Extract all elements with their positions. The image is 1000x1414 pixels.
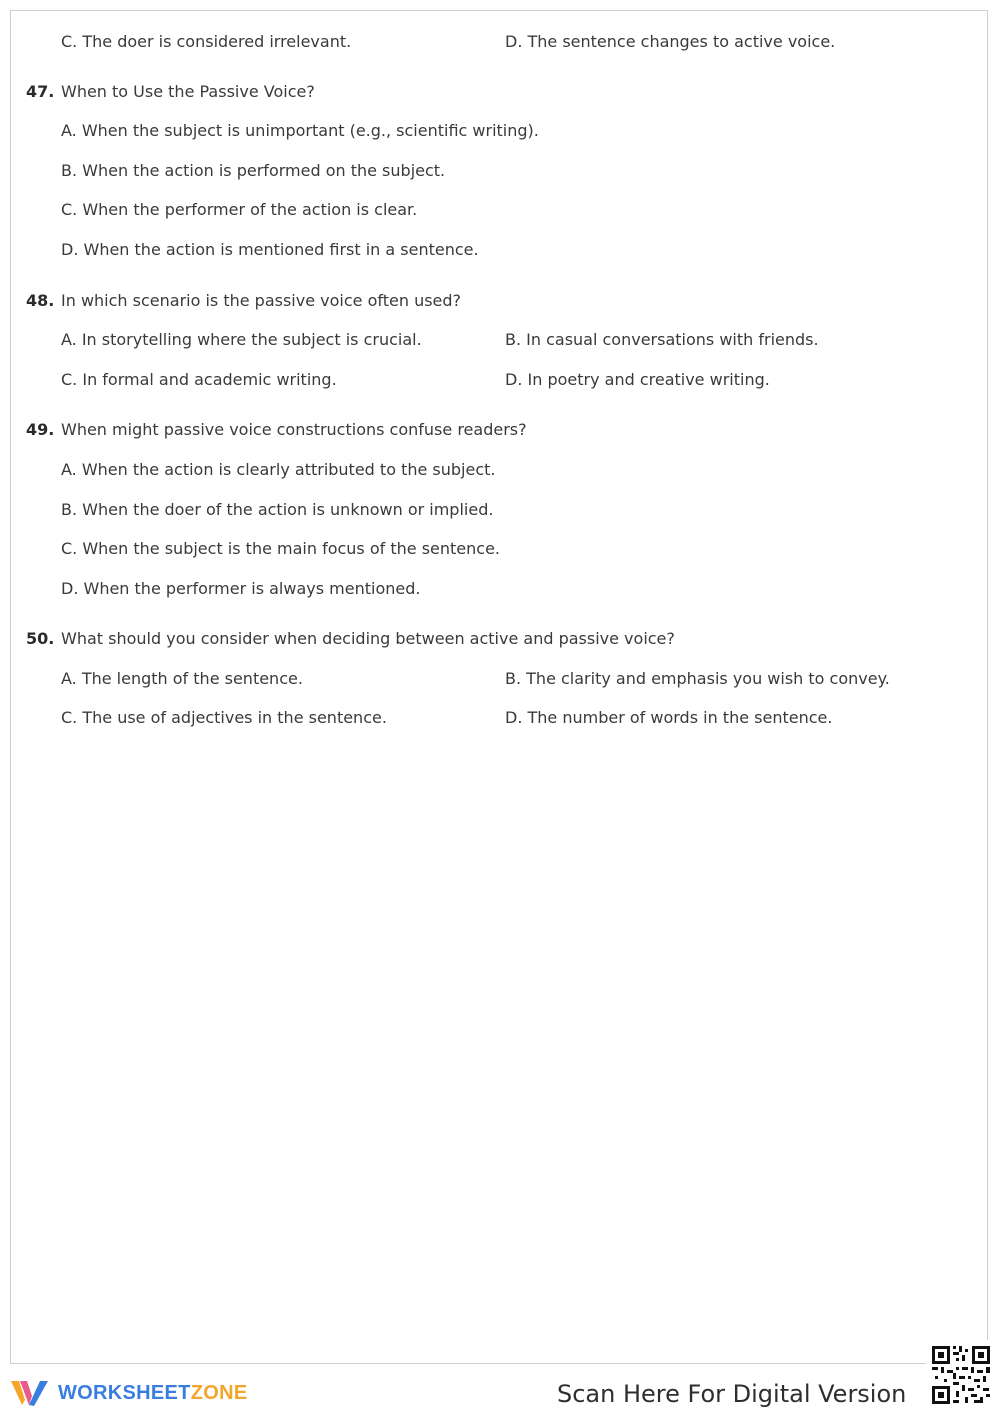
question-number: 47. <box>26 82 55 101</box>
answer-option[interactable]: C. When the performer of the action is clear. <box>61 200 418 219</box>
question-49 <box>0 420 1000 444</box>
answer-option[interactable]: B. When the action is performed on the subject. <box>61 161 446 180</box>
answer-option[interactable]: A. The length of the sentence. <box>61 669 303 688</box>
brand-zone-text: ZONE <box>190 1382 248 1404</box>
answer-option[interactable]: D. When the performer is always mentioned. <box>61 579 421 598</box>
answer-option[interactable]: D. In poetry and creative writing. <box>505 370 770 389</box>
question-47 <box>0 82 1000 106</box>
answer-option[interactable]: B. In casual conversations with friends. <box>505 330 819 349</box>
answer-option[interactable]: D. The number of words in the sentence. <box>505 708 833 727</box>
question-text: What should you consider when deciding between active and passive voice? <box>61 629 675 648</box>
worksheetzone-logo-icon[interactable] <box>10 1378 50 1408</box>
option-row <box>0 579 1000 603</box>
question-number: 48. <box>26 291 55 310</box>
option-row <box>0 708 1000 732</box>
qr-code-icon[interactable] <box>926 1340 996 1410</box>
option-row <box>0 669 1000 693</box>
question-number: 50. <box>26 629 55 648</box>
question-text: When might passive voice constructions confuse readers? <box>61 420 527 439</box>
question-text: When to Use the Passive Voice? <box>61 82 315 101</box>
answer-option[interactable]: B. The clarity and emphasis you wish to convey. <box>505 669 890 688</box>
answer-option[interactable]: B. When the doer of the action is unknown or implied. <box>61 500 494 519</box>
option-row <box>0 539 1000 563</box>
question-text: In which scenario is the passive voice often used? <box>61 291 462 310</box>
continued-options-row <box>0 32 1000 56</box>
brand-worksheet-text: WORKSHEET <box>58 1382 191 1404</box>
option-row <box>0 500 1000 524</box>
answer-option[interactable]: A. When the subject is unimportant (e.g., scientific writing). <box>61 121 539 140</box>
answer-option[interactable]: A. When the action is clearly attributed to the subject. <box>61 460 496 479</box>
option-row <box>0 161 1000 185</box>
answer-option[interactable]: C. In formal and academic writing. <box>61 370 337 389</box>
option-row <box>0 200 1000 224</box>
option-row <box>0 460 1000 484</box>
brand-logo[interactable] <box>58 1382 247 1405</box>
answer-option[interactable]: C. The use of adjectives in the sentence. <box>61 708 387 727</box>
option-row <box>0 330 1000 354</box>
answer-option[interactable]: C. When the subject is the main focus of the sentence. <box>61 539 501 558</box>
answer-option[interactable]: D. When the action is mentioned first in a sentence. <box>61 240 479 259</box>
answer-option[interactable]: A. In storytelling where the subject is crucial. <box>61 330 422 349</box>
question-number: 49. <box>26 420 55 439</box>
option-row <box>0 370 1000 394</box>
scan-instruction: Scan Here For Digital Version <box>557 1380 907 1408</box>
question-50 <box>0 629 1000 653</box>
question-48 <box>0 291 1000 315</box>
option-row <box>0 240 1000 264</box>
answer-option[interactable]: D. The sentence changes to active voice. <box>505 32 836 51</box>
answer-option[interactable]: C. The doer is considered irrelevant. <box>61 32 352 51</box>
option-row <box>0 121 1000 145</box>
footer <box>0 1366 1000 1414</box>
